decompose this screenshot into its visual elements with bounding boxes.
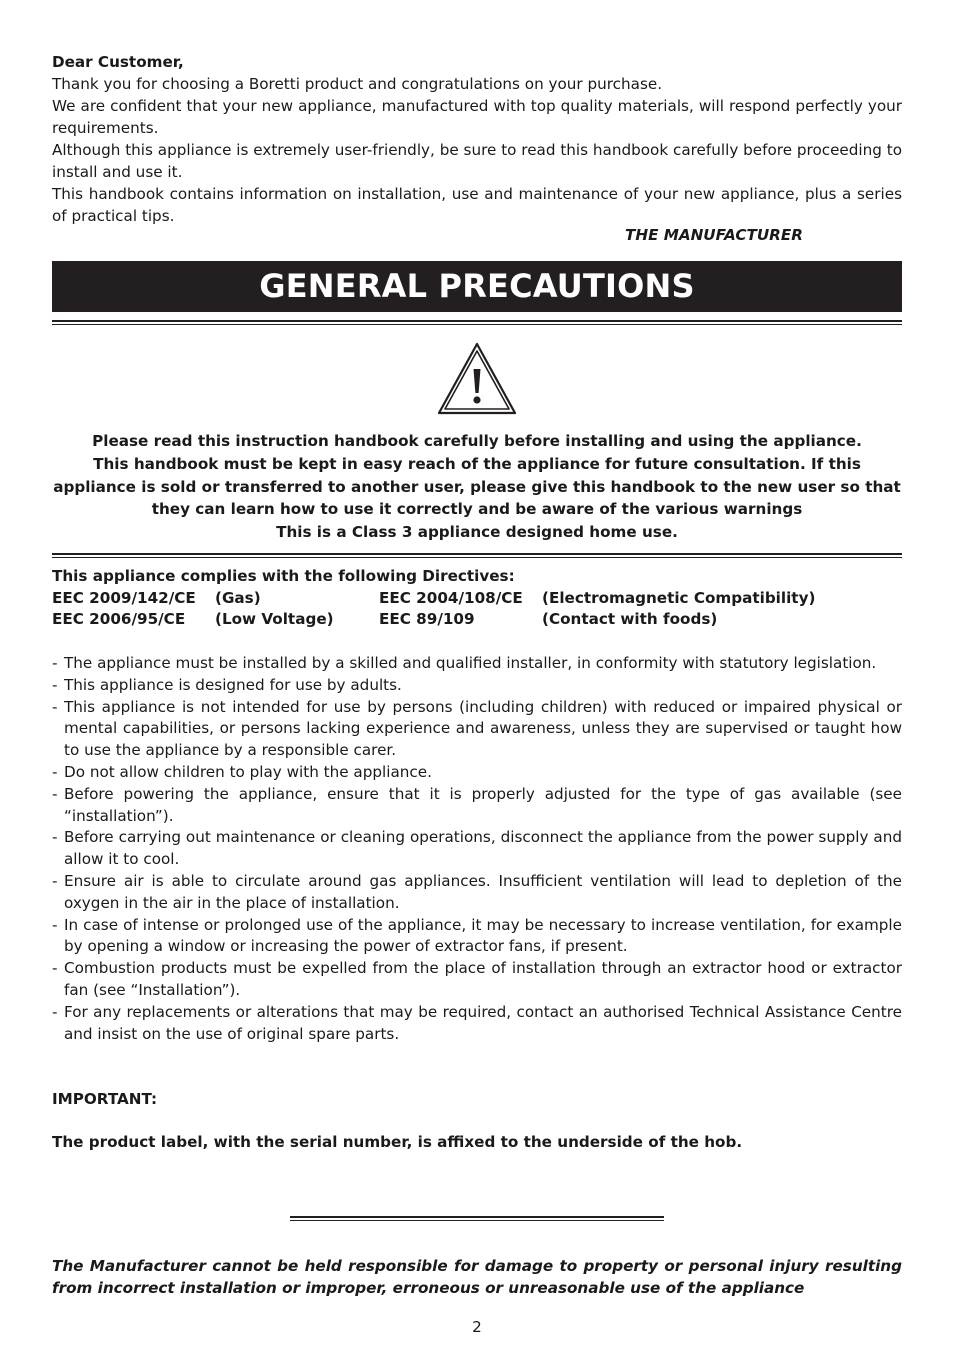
intro-paragraph-2: We are confident that your new appliance, manufactured with top quality materials, will respond perfectly your requirements.: [52, 97, 902, 137]
list-item: - Before powering the appliance, ensure that it is properly adjusted for the type of gas available (see “installation”).: [52, 784, 902, 825]
page-number: 2: [472, 1318, 482, 1336]
list-item: - This appliance is designed for use by adults.: [52, 675, 402, 694]
directive-code: EEC 2009/142/CE: [52, 588, 196, 607]
divider-double-line: [52, 553, 902, 558]
directive-desc: (Low Voltage): [215, 610, 334, 629]
directive-code: EEC 2004/108/CE: [379, 588, 523, 607]
directive-code: EEC 89/109: [379, 610, 475, 629]
list-item: - Do not allow children to play with the appliance.: [52, 762, 432, 781]
directives-heading: This appliance complies with the following Directives:: [52, 567, 515, 585]
directive-row: [52, 588, 902, 610]
intro-paragraph-4: This handbook contains information on installation, use and maintenance of your new appliance, plus a series of practical tips.: [52, 185, 902, 225]
directives-section: [52, 566, 902, 631]
intro-paragraph-3: Although this appliance is extremely user-friendly, be sure to read this handbook carefully before proceeding to install and use it.: [52, 141, 902, 181]
list-item: - Before carrying out maintenance or cleaning operations, disconnect the appliance from the power supply and allow it to cool.: [52, 828, 902, 869]
list-item: - Combustion products must be expelled from the place of installation through an extractor hood or extractor fan (see “Installation”).: [52, 959, 902, 999]
list-item: - For any replacements or alterations that may be required, contact an authorised Technical Assistance Centre and insist on the use of original spare parts.: [52, 1002, 902, 1043]
disclaimer: The Manufacturer cannot be held responsible for damage to property or personal injury resulting from incorrect installation or improper, erroneous or unreasonable use of the appliance: [52, 1257, 902, 1297]
intro-paragraph-1: Thank you for choosing a Boretti product and congratulations on your purchase.: [52, 75, 663, 93]
list-item: - In case of intense or prolonged use of the appliance, it may be necessary to increase ventilation, for example by opening a window or increasing the power of extractor fans, if present.: [52, 915, 902, 956]
section-title-banner: GENERAL PRECAUTIONS: [52, 261, 902, 312]
divider-short-double-line: [290, 1216, 664, 1221]
warning-line-2: This handbook must be kept in easy reach of the appliance for future consultation. If this appliance is sold or transferred to another user, please give this handbook to the new user so that they can learn how to use it correctly and be aware of the various warnings: [53, 454, 901, 519]
divider-double-line: [52, 320, 902, 325]
warning-line-3: This is a Class 3 appliance designed home use.: [276, 523, 678, 542]
intro-section: [52, 51, 902, 227]
list-item: - The appliance must be installed by a skilled and qualified installer, in conformity with statutory legislation.: [52, 654, 877, 672]
list-item: - Ensure air is able to circulate around gas appliances. Insufficient ventilation will lead to depletion of the oxygen in the air in the place of installation.: [52, 871, 902, 912]
directive-desc: (Gas): [215, 588, 261, 607]
directive-row: [52, 609, 902, 631]
list-item: - This appliance is not intended for use by persons (including children) with reduced or impaired physical or mental capabilities, or persons lacking experience and awareness, unless they are supervised or taught how to use the appliance by a responsible carer.: [52, 697, 902, 760]
warning-triangle-icon: [436, 341, 518, 417]
important-heading: IMPORTANT:: [52, 1090, 158, 1108]
greeting: Dear Customer,: [52, 53, 184, 71]
directive-desc: (Contact with foods): [542, 610, 718, 629]
directive-desc: (Electromagnetic Compatibility): [542, 588, 816, 607]
warning-line-1: Please read this instruction handbook carefully before installing and using the appliance.: [92, 432, 862, 450]
precautions-list: [52, 653, 902, 1045]
warning-text: [52, 430, 902, 544]
product-label-note: The product label, with the serial number, is affixed to the underside of the hob.: [52, 1133, 743, 1151]
manufacturer-signature: THE MANUFACTURER: [625, 226, 803, 244]
directive-code: EEC 2006/95/CE: [52, 610, 186, 629]
